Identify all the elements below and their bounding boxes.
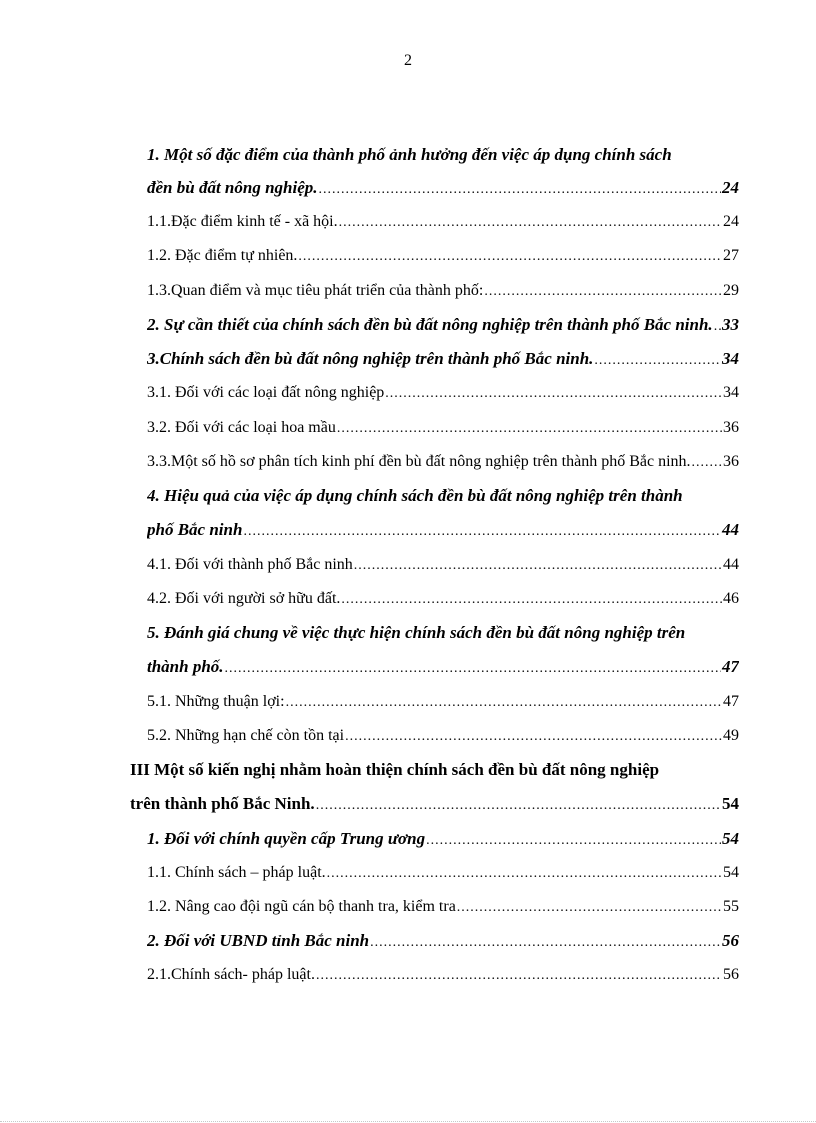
- toc-text: 4.2. Đối với người sở hữu đất.: [147, 590, 341, 607]
- toc-page: 56: [722, 931, 739, 950]
- toc-line: [147, 692, 739, 713]
- toc-text: trên thành phố Bắc Ninh.: [130, 794, 315, 813]
- toc-text: 3.3.Một số hồ sơ phân tích kinh phí đền bù đất nông nghiệp trên thành phố Bắc ninh.: [147, 453, 691, 470]
- toc-text: 1.2. Đặc điểm tự nhiên.: [147, 247, 298, 264]
- toc-text: 2.1.Chính sách- pháp luật.: [147, 966, 315, 983]
- toc-text: 2. Sự cần thiết của chính sách đền bù đất nông nghiệp trên thành phố Bắc ninh.: [147, 315, 713, 334]
- toc-page: 47: [723, 693, 739, 710]
- toc-text: III Một số kiến nghị nhằm hoàn thiện chính sách đền bù đất nông nghiệp: [130, 760, 660, 779]
- toc-line: [147, 452, 739, 473]
- toc-line: [147, 383, 739, 404]
- toc-text: 1.3.Quan điểm và mục tiêu phát triển của thành phố:: [147, 282, 484, 299]
- toc-line: [147, 589, 739, 610]
- toc-line: [147, 349, 739, 371]
- toc-line: [147, 931, 739, 953]
- toc-text: thành phố.: [147, 657, 224, 676]
- toc-line: [130, 760, 739, 780]
- toc-page: 49: [723, 727, 739, 744]
- toc-page: 44: [722, 520, 739, 539]
- toc-text: 3.Chính sách đền bù đất nông nghiệp trên thành phố Bắc ninh.: [147, 349, 594, 368]
- toc-text: 1.1. Chính sách – pháp luật.: [147, 864, 326, 881]
- toc-page: 44: [723, 556, 739, 573]
- toc-page: 55: [723, 898, 739, 915]
- toc-text: phố Bắc ninh: [147, 520, 243, 539]
- toc-line: [147, 657, 739, 679]
- toc-page: 36: [723, 419, 739, 436]
- toc-text: 3.2. Đối với các loại hoa mầu: [147, 419, 336, 436]
- toc-text: 4. Hiệu quả của việc áp dụng chính sách đền bù đất nông nghiệp trên thành: [147, 486, 683, 505]
- toc-line: [147, 965, 739, 986]
- toc-line: [147, 418, 739, 439]
- toc-page: 34: [723, 384, 739, 401]
- toc-line: [147, 829, 739, 851]
- toc-text: 3.1. Đối với các loại đất nông nghiệp: [147, 384, 385, 401]
- toc-text: 1.1.Đặc điểm kinh tế - xã hội.: [147, 213, 338, 230]
- toc-line: [147, 520, 739, 542]
- toc-text: 4.1. Đối với thành phố Bắc ninh: [147, 556, 353, 573]
- toc-line: [147, 212, 739, 233]
- toc-line: [147, 145, 739, 165]
- toc-page: 54: [722, 829, 739, 848]
- toc-page: 33: [722, 315, 739, 334]
- toc-page: 56: [723, 966, 739, 983]
- toc-line: [147, 555, 739, 576]
- toc-line: [147, 246, 739, 267]
- toc-page: 54: [723, 864, 739, 881]
- toc-text: đền bù đất nông nghiệp.: [147, 178, 318, 197]
- toc-text: 1.2. Nâng cao đội ngũ cán bộ thanh tra, kiểm tra: [147, 898, 456, 915]
- toc-page: 29: [723, 282, 739, 299]
- toc-line: [147, 897, 739, 918]
- toc-line: [147, 863, 739, 884]
- page-number: 2: [404, 52, 412, 69]
- toc-text: 5.1. Những thuận lợi:: [147, 693, 285, 710]
- toc-line: [147, 315, 739, 337]
- toc-line: [130, 794, 739, 816]
- toc-line: [147, 281, 739, 302]
- toc-page: 54: [722, 794, 739, 813]
- toc-text: 1. Đối với chính quyền cấp Trung ương: [147, 829, 426, 848]
- toc-text: 1. Một số đặc điểm của thành phố ảnh hưởng đến việc áp dụng chính sách: [147, 145, 672, 164]
- toc-line: [147, 623, 739, 643]
- toc-page: 24: [723, 213, 739, 230]
- toc-text: 5. Đánh giá chung về việc thực hiện chính sách đền bù đất nông nghiệp trên: [147, 623, 686, 642]
- toc-text: 2. Đối với UBND tỉnh Bắc ninh: [147, 931, 370, 950]
- toc-line: [147, 178, 739, 200]
- toc-page: 46: [723, 590, 739, 607]
- toc-page: 24: [722, 178, 739, 197]
- toc-text: 5.2. Những hạn chế còn tồn tại: [147, 727, 345, 744]
- toc-line: [147, 486, 739, 506]
- toc-page: 27: [723, 247, 739, 264]
- toc-line: [147, 726, 739, 747]
- toc-page: 34: [722, 349, 739, 368]
- toc-page: 36: [723, 453, 739, 470]
- toc-page: 47: [722, 657, 739, 676]
